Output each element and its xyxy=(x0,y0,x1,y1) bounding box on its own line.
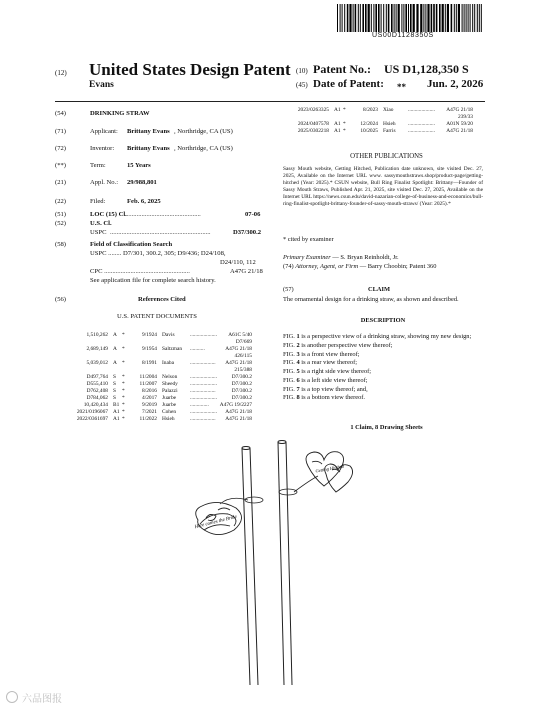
filed-row xyxy=(55,198,161,205)
uspc-dots: ............................................................. xyxy=(110,229,211,236)
barcode-bar xyxy=(391,4,393,32)
barcode-bar xyxy=(442,4,444,32)
citation-row xyxy=(62,416,252,423)
cpc-dots: .................................................... xyxy=(102,268,190,275)
citation-row xyxy=(62,360,252,367)
header xyxy=(55,59,510,99)
barcode-bar xyxy=(365,4,367,32)
title-row xyxy=(55,110,150,117)
citation-number: 2021/0196067 xyxy=(76,409,108,415)
claim-label: CLAIM xyxy=(368,286,391,293)
barcode-bar xyxy=(462,4,463,32)
citation-class: A47G 21/18 xyxy=(225,346,252,352)
inventor-location: , Northridge, CA (US) xyxy=(174,145,233,152)
examiner-name: — S. Bryan Reinholdt, Jr. xyxy=(330,254,399,261)
code-45: (45) xyxy=(296,81,308,89)
field-line-4: See application file for complete search history. xyxy=(90,277,216,284)
barcode-bar xyxy=(368,4,370,32)
code-56: (56) xyxy=(55,296,66,303)
citation-number: 2024/0407578 xyxy=(297,121,329,127)
applicant-label: Applicant: xyxy=(90,128,118,135)
citation-dots: .................... xyxy=(190,374,217,380)
citation-kind: A1 xyxy=(334,121,341,127)
barcode-bar xyxy=(410,4,412,32)
claim-row xyxy=(283,286,483,293)
barcode-bar xyxy=(481,4,482,32)
citation-class: A47G 21/18 xyxy=(225,416,252,422)
barcode-bar xyxy=(427,4,429,32)
description-item xyxy=(283,377,483,385)
citation-kind: A1 xyxy=(334,128,341,134)
citation-dots: ................... xyxy=(190,360,216,366)
us-patent-docs-label: U.S. PATENT DOCUMENTS xyxy=(117,313,197,320)
citation-name: Palazzi xyxy=(162,388,178,394)
barcode-bar xyxy=(381,4,382,32)
barcode-bar xyxy=(403,4,404,32)
barcode-bar xyxy=(445,4,446,32)
citation-class: A47G 19/2227 xyxy=(219,402,252,408)
citation-date: 8/1991 xyxy=(142,360,157,366)
description-list xyxy=(283,333,483,403)
appl-value: 29/988,801 xyxy=(127,179,157,186)
citation-number: 2,689,149 xyxy=(86,346,108,352)
barcode-bar xyxy=(477,4,478,32)
inventor-row xyxy=(55,145,233,152)
left-charm-text: Here comes the Bride xyxy=(194,514,238,531)
code-51: (51) xyxy=(55,211,66,218)
citation-class: D7/300.2 xyxy=(231,381,252,387)
inventor-short: Evans xyxy=(89,80,114,90)
patent-no-label: Patent No.: xyxy=(313,62,371,76)
left-column xyxy=(55,104,270,364)
citation-date: 12/2024 xyxy=(360,121,378,127)
description-item xyxy=(283,359,483,367)
field-search-label: Field of Classification Search xyxy=(90,241,173,248)
fig-caption: is a top view thereof; and, xyxy=(299,385,368,393)
citation-date: 7/2021 xyxy=(142,409,157,415)
citation-date: 9/2019 xyxy=(142,402,157,408)
citation-class-secondary: 426/115 xyxy=(234,353,252,359)
barcode-bar xyxy=(349,4,351,32)
attorney-label: Attorney, Agent, or Firm xyxy=(295,263,359,270)
loc-row xyxy=(55,211,261,218)
patent-title: DRINKING STRAW xyxy=(90,110,150,117)
applicant-location: , Northridge, CA (US) xyxy=(174,128,233,135)
barcode-bar xyxy=(468,4,469,32)
citation-star: * xyxy=(122,409,125,415)
code-72: (72) xyxy=(55,145,66,152)
loc-value: 07-06 xyxy=(245,211,261,218)
barcode-bar xyxy=(456,4,457,32)
fig-number: 4 xyxy=(296,359,300,367)
citation-row xyxy=(283,128,473,135)
fig-prefix: FIG. xyxy=(283,359,297,367)
citation-date: 8/2016 xyxy=(142,388,157,394)
citation-class: A47G 21/18 xyxy=(225,360,252,366)
barcode-bar xyxy=(413,4,415,32)
barcode-bar xyxy=(423,4,424,32)
code-74: (74) xyxy=(283,263,294,270)
description-item xyxy=(283,386,483,394)
uscl-label: U.S. Cl. xyxy=(90,220,112,227)
barcode-text: US00D1128350S xyxy=(372,32,434,39)
citation-date: 11/2004 xyxy=(139,374,157,380)
citation-class: A01N 59/20 xyxy=(446,121,473,127)
citation-list xyxy=(62,332,267,442)
fig-prefix: FIG. xyxy=(283,368,297,376)
citation-row xyxy=(62,381,252,388)
citation-name: Juarbe xyxy=(162,402,177,408)
loc-label: LOC (15) Cl. xyxy=(90,211,127,218)
barcode-bar xyxy=(342,4,343,32)
citation-date: 4/2017 xyxy=(142,395,157,401)
barcode-bar xyxy=(474,4,475,32)
barcode-bar xyxy=(458,4,460,32)
fig-number: 3 xyxy=(296,350,300,358)
code-58: (58) xyxy=(55,241,66,248)
description-item xyxy=(283,368,483,376)
patent-number: US D1,128,350 S xyxy=(384,62,469,76)
citation-class: D7/300.2 xyxy=(231,374,252,380)
citation-row xyxy=(283,121,473,128)
watermark-text: 六品图报 xyxy=(22,694,62,705)
citation-row xyxy=(62,388,252,395)
citation-kind: S xyxy=(113,395,116,401)
citation-row xyxy=(62,346,252,353)
barcode-bar xyxy=(416,4,418,32)
straw-illustration xyxy=(190,440,390,690)
refs-label: References Cited xyxy=(138,296,186,303)
barcode-bar xyxy=(405,4,407,32)
fig-caption: is a perspective view of a drinking straw, showing my new design; xyxy=(299,333,472,340)
watermark xyxy=(6,690,86,706)
citation-kind: S xyxy=(113,374,116,380)
citation-number: 10,420,434 xyxy=(83,402,108,408)
fig-caption: is a right side view thereof; xyxy=(299,368,372,376)
citation-class: D7/300.2 xyxy=(231,388,252,394)
barcode-bar xyxy=(353,4,354,32)
citation-kind: A xyxy=(113,360,117,366)
field-line-2: D24/110, 112 xyxy=(220,259,256,266)
citation-class: A61C 5/40 xyxy=(228,332,252,338)
applicant-row xyxy=(55,128,233,135)
citation-kind: A1 xyxy=(334,107,341,113)
citation-name: Hsieh xyxy=(383,121,396,127)
uspc-value: D37/300.2 xyxy=(233,229,262,236)
barcode-bar xyxy=(398,4,400,32)
citation-name: Nelson xyxy=(162,374,178,380)
description-item xyxy=(283,333,483,341)
citation-star: * xyxy=(122,381,125,387)
appl-label: Appl. No.: xyxy=(90,179,119,186)
description-item xyxy=(283,394,483,402)
cited-by-examiner: * cited by examiner xyxy=(283,236,334,243)
header-rule xyxy=(55,101,485,102)
barcode-bar xyxy=(472,4,473,32)
refs-row xyxy=(55,296,186,303)
citation-kind: A xyxy=(113,346,117,352)
barcode xyxy=(337,4,482,32)
citation-name: Davis xyxy=(162,332,175,338)
citation-kind: S xyxy=(113,381,116,387)
uspc-label: USPC xyxy=(90,229,107,236)
citation-date: 8/2023 xyxy=(363,107,378,113)
straw-drawing xyxy=(190,440,390,690)
code-10: (10) xyxy=(296,67,308,75)
citation-kind: A1 xyxy=(113,416,120,422)
citation-row xyxy=(62,332,252,339)
fig-number: 1 xyxy=(296,333,300,340)
citation-dots: .................... xyxy=(190,381,217,387)
citation-name: Saltzman xyxy=(162,346,183,352)
attorney-row xyxy=(283,263,483,271)
citation-class: A47G 21/18 xyxy=(446,128,473,134)
barcode-bar xyxy=(420,4,422,32)
barcode-bar xyxy=(355,4,357,32)
barcode-bar xyxy=(358,4,359,32)
citation-class-secondary: 239/33 xyxy=(458,114,473,120)
barcode-bar xyxy=(394,4,395,32)
citation-star: * xyxy=(122,332,125,338)
fig-caption: is another perspective view thereof; xyxy=(299,341,393,349)
filed-value: Feb. 6, 2025 xyxy=(127,198,161,205)
citation-dots: .................... xyxy=(408,107,435,113)
fig-number: 5 xyxy=(296,368,300,376)
barcode-bar xyxy=(431,4,433,32)
code-star: (**) xyxy=(55,162,66,169)
citation-number: 2023/0263325 xyxy=(297,107,329,113)
citation-dots: .................... xyxy=(190,332,217,338)
citation-dots: .................... xyxy=(190,409,217,415)
citation-star: * xyxy=(122,402,125,408)
barcode-bar xyxy=(408,4,409,32)
fig-number: 7 xyxy=(296,385,300,393)
citation-row xyxy=(62,402,252,409)
fig-caption: is a bottom view thereof. xyxy=(299,394,366,402)
barcode-graphic xyxy=(337,4,482,32)
description-item xyxy=(283,342,483,350)
citation-class: D7/300.2 xyxy=(231,395,252,401)
citation-class-secondary: D7/669 xyxy=(235,339,252,345)
watermark-icon xyxy=(6,691,18,703)
barcode-bar xyxy=(375,4,377,32)
field-search-row xyxy=(55,241,173,248)
fig-number: 6 xyxy=(296,376,300,384)
right-charm xyxy=(306,452,353,492)
citation-star: * xyxy=(343,128,346,134)
field-line-3 xyxy=(90,268,263,275)
citation-name: Cohen xyxy=(162,409,177,415)
examiner-label: Primary Examiner xyxy=(283,254,331,261)
citation-star: * xyxy=(343,121,346,127)
citation-name: Juarbe xyxy=(162,395,177,401)
citation-number: D497,764 xyxy=(86,374,108,380)
code-12: (12) xyxy=(55,69,67,77)
citation-row-secondary xyxy=(62,367,252,374)
applicant-name: Brittany Evans xyxy=(127,128,170,135)
claim-text: The ornamental design for a drinking straw, as shown and described. xyxy=(283,296,459,303)
code-54: (54) xyxy=(55,110,66,117)
citation-name: Hsieh xyxy=(162,416,175,422)
citation-star: * xyxy=(122,416,125,422)
citation-date: 9/1954 xyxy=(142,346,157,352)
citation-dots: ........... xyxy=(190,346,205,352)
citation-row-secondary xyxy=(62,353,252,360)
fig-prefix: FIG. xyxy=(283,341,297,349)
barcode-bar xyxy=(466,4,467,32)
barcode-bar xyxy=(347,4,349,32)
citation-number: 1,510,262 xyxy=(86,332,108,338)
cpc-value: A47G 21/18 xyxy=(230,268,263,275)
code-22: (22) xyxy=(55,198,66,205)
barcode-bar xyxy=(388,4,390,32)
term-row xyxy=(55,162,151,169)
barcode-bar xyxy=(451,4,453,32)
barcode-bar xyxy=(386,4,387,32)
citation-row-secondary xyxy=(283,114,473,121)
citation-kind: S xyxy=(113,388,116,394)
fig-number: 2 xyxy=(296,341,300,349)
barcode-bar xyxy=(436,4,438,32)
citation-name: Xiao xyxy=(383,107,394,113)
barcode-bar xyxy=(401,4,402,32)
date-stars: ** xyxy=(397,82,406,92)
citation-number: D555,410 xyxy=(86,381,108,387)
fig-number: 8 xyxy=(296,394,300,402)
barcode-bar xyxy=(362,4,364,32)
citation-list-continued xyxy=(283,107,488,143)
citation-dots: .................... xyxy=(190,395,217,401)
date-label: Date of Patent: xyxy=(313,78,384,90)
barcode-bar xyxy=(378,4,380,32)
attorney-name: — Barry Choobin; Patent 360 xyxy=(358,263,437,270)
citation-star: * xyxy=(122,374,125,380)
code-71: (71) xyxy=(55,128,66,135)
fig-prefix: FIG. xyxy=(283,376,297,384)
barcode-bar xyxy=(340,4,341,32)
citation-row xyxy=(62,395,252,402)
citation-kind: A xyxy=(113,332,117,338)
citation-kind: A1 xyxy=(113,409,120,415)
cpc-label: CPC xyxy=(90,268,103,275)
loc-dots: .............................................. xyxy=(125,211,201,218)
barcode-bar xyxy=(360,4,361,32)
citation-star: * xyxy=(122,360,125,366)
examiner-row xyxy=(283,254,399,261)
patent-date: Jun. 2, 2026 xyxy=(427,78,484,90)
citation-star: * xyxy=(122,395,125,401)
right-charm-text: Getting Hitched xyxy=(315,463,345,474)
doc-type-title: United States Design Patent xyxy=(89,60,291,79)
citation-number: 5,039,012 xyxy=(86,360,108,366)
citation-dots: .............. xyxy=(190,402,209,408)
fig-caption: is a left side view thereof; xyxy=(299,376,368,384)
barcode-bar xyxy=(371,4,372,32)
citation-date: 10/2025 xyxy=(360,128,378,134)
term-label: Term: xyxy=(90,162,106,169)
citation-name: Farris xyxy=(383,128,396,134)
barcode-bar xyxy=(396,4,397,32)
barcode-bar xyxy=(373,4,374,32)
barcode-bar xyxy=(344,4,345,32)
claims-sheets: 1 Claim, 8 Drawing Sheets xyxy=(350,424,423,431)
citation-number: 2025/0302218 xyxy=(297,128,329,134)
citation-date: 9/1924 xyxy=(142,332,157,338)
fig-prefix: FIG. xyxy=(283,350,297,358)
citation-dots: ................... xyxy=(190,388,216,394)
citation-star: * xyxy=(122,346,125,352)
code-21: (21) xyxy=(55,179,66,186)
code-52: (52) xyxy=(55,220,66,227)
barcode-bar xyxy=(464,4,465,32)
citation-number: D784,062 xyxy=(86,395,108,401)
barcode-bar xyxy=(383,4,384,32)
citation-number: D762,408 xyxy=(86,388,108,394)
appl-row xyxy=(55,179,157,186)
barcode-bar xyxy=(470,4,471,32)
citation-dots: ................... xyxy=(190,416,216,422)
other-pubs-text: Sassy Mouth website, Getting Hitched, Publication date unknown, site visited Dec. 27, 2025, Available on the Internet URL www. sassymouthstraws.shop/product-page/getting-hitched (Year: 2025).* CSUN website, Bull Ring Finalist Spotlight: Brittany—Founder of Sassy Mouth Straws, Published Apr. 21, 2025, site visited Dec. 27, 2025, Available on the Internet URL https://news.csun.edu/david-nazarian-college-of-business-and-economics/bull-ring-finalist-spotlight-brittany-founder-of-sassy-mouth-straws/ (Year: 2025).* xyxy=(283,166,483,207)
barcode-bar xyxy=(439,4,441,32)
inventor-name: Brittany Evans xyxy=(127,145,170,152)
term-value: 15 Years xyxy=(127,162,151,169)
fig-caption: is a front view thereof; xyxy=(299,350,360,358)
citation-dots: .................... xyxy=(408,128,435,134)
filed-label: Filed: xyxy=(90,198,106,205)
citation-row xyxy=(283,107,473,114)
uscl-row xyxy=(55,220,112,227)
barcode-bar xyxy=(479,4,480,32)
right-column xyxy=(283,141,490,431)
fig-prefix: FIG. xyxy=(283,385,297,393)
citation-star: * xyxy=(343,107,346,113)
citation-kind: B1 xyxy=(113,402,120,408)
citation-row xyxy=(62,374,252,381)
barcode-bar xyxy=(337,4,338,32)
citation-name: Sheedy xyxy=(162,381,178,387)
field-line-1: USPC ........ D7/301, 300.2, 305; D9/436; D24/108, xyxy=(90,250,226,257)
citation-star: * xyxy=(122,388,125,394)
fig-caption: is a rear view thereof; xyxy=(299,359,358,367)
citation-number: 2022/0361697 xyxy=(76,416,108,422)
barcode-bar xyxy=(454,4,455,32)
citation-row-secondary xyxy=(62,339,252,346)
other-pubs-label: OTHER PUBLICATIONS xyxy=(350,153,423,160)
citation-class-secondary: 215/388 xyxy=(234,367,252,373)
citation-row xyxy=(62,409,252,416)
citation-date: 11/2022 xyxy=(139,416,157,422)
fig-prefix: FIG. xyxy=(283,394,297,402)
citation-name: Inaba xyxy=(162,360,174,366)
citation-class: A47G 21/18 xyxy=(446,107,473,113)
citation-dots: .................... xyxy=(408,121,435,127)
barcode-bar xyxy=(425,4,426,32)
citation-date: 11/2007 xyxy=(139,381,157,387)
inventor-label: Inventor: xyxy=(90,145,115,152)
fig-prefix: FIG. xyxy=(283,333,297,340)
description-label: DESCRIPTION xyxy=(360,317,406,324)
barcode-bar xyxy=(433,4,435,32)
citation-class: A47G 21/18 xyxy=(225,409,252,415)
code-57: (57) xyxy=(283,286,294,293)
barcode-bar xyxy=(447,4,449,32)
description-item xyxy=(283,351,483,359)
